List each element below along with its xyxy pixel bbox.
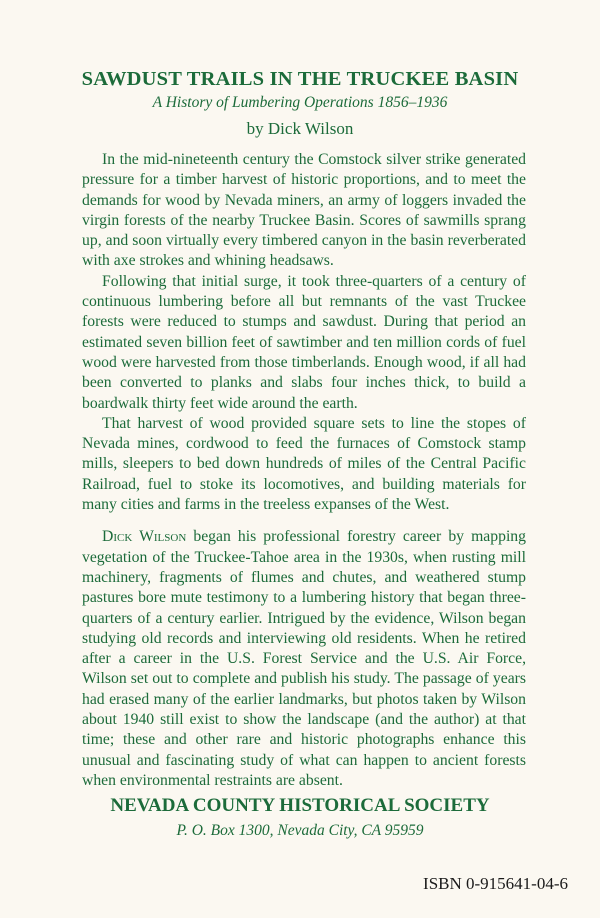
book-subtitle: A History of Lumbering Operations 1856–1936 (152, 94, 448, 111)
publisher-address: P. O. Box 1300, Nevada City, CA 95959 (176, 822, 424, 839)
blurb-paragraph: Following that initial surge, it took three-quarters of a century of continuous lumbering before all but remnants of the vast Truckee forests were reduced to stumps and sawdust. During that period an estimated seven billion feet of sawtimber and ten million cords of fuel wood were harvested from those timberlands. Enough wood, if all had been converted to planks and slabs four inches thick, to build a boardwalk thirty feet wide around the earth. (82, 272, 526, 412)
blurb-paragraph: In the mid-nineteenth century the Comstock silver strike generated pressure for a timber harvest of historic proportions, and to meet the demands for wood by Nevada miners, an army of loggers invaded the virgin forests of the nearby Truckee Basin. Scores of sawmills sprang up, and soon virtually every timbered canyon in the basin reverberated with axe strokes and whining headsaws. (82, 151, 526, 270)
book-title: SAWDUST TRAILS IN THE TRUCKEE BASIN (81, 68, 519, 90)
publisher-name: NEVADA COUNTY HISTORICAL SOCIETY (110, 795, 490, 816)
author-bio (82, 527, 526, 791)
blurb-paragraph: That harvest of wood provided square sets to line the stopes of Nevada mines, cordwood to feed the furnaces of Comstock stamp mills, sleepers to bed down hundreds of miles of the Central Pacific Railroad, fuel to stoke its locomotives, and building materials for many cities and farms in the treeless expanses of the West. (82, 414, 526, 514)
blurb-text (82, 150, 526, 791)
author-bio-text: began his professional forestry career by mapping vegetation of the Truckee-Tahoe area in the 1930s, when rusting mill machinery, fragments of flumes and chutes, and weathered stump pastures bore mute testimony to a lumbering history that began three-quarters of a century earlier. Intrigued by the evidence, Wilson began studying old records and interviewing old residents. When he retired after a career in the U.S. Forest Service and the U.S. Air Force, Wilson set out to complete and publish his study. The passage of years had erased many of the earlier landmarks, but photos taken by Wilson about 1940 still exist to show the landscape (and the author) at that time; these and other rare and historic photographs enhance this unusual and fascinating study of what can happen to ancient forests when environmental restraints are absent. (82, 528, 526, 789)
author-bio-name: Dick Wilson (102, 528, 187, 546)
book-author: by Dick Wilson (246, 119, 354, 138)
isbn-number: ISBN 0-915641-04-6 (423, 874, 568, 893)
